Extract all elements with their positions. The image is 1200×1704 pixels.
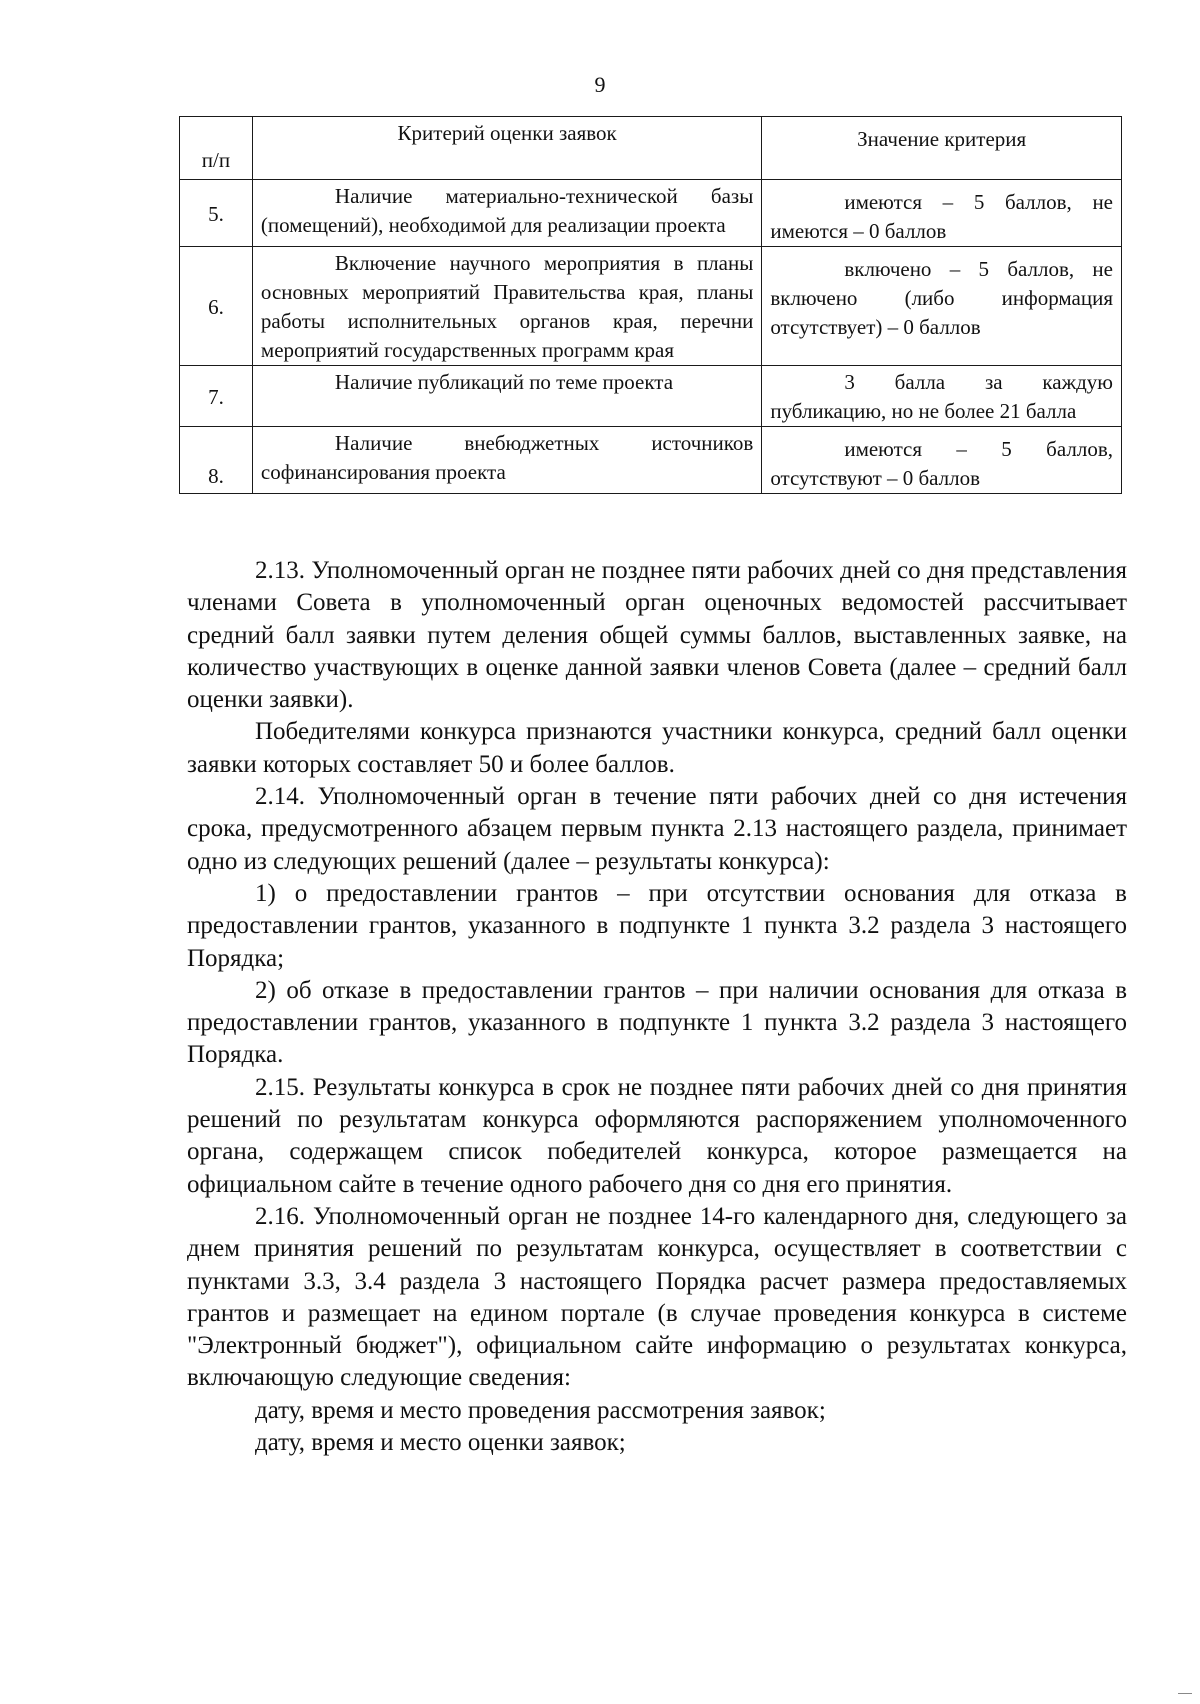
table-row <box>180 180 1122 247</box>
row-criterion: Включение научного мероприятия в планы основных мероприятий Правительства края, планы работы исполнительных органов края, перечни мероприятий государственных программ края <box>252 247 761 366</box>
row-num: 6. <box>180 247 253 366</box>
row-criterion: Наличие материально-технической базы (помещений), необходимой для реализации проекта <box>252 180 761 247</box>
table-header-row <box>180 117 1122 180</box>
criteria-table <box>179 116 1122 494</box>
row-value: 3 балла за каждую публикацию, но не более 21 балла <box>762 366 1122 427</box>
paragraph-2-13: 2.13. Уполномоченный орган не позднее пяти рабочих дней со дня представления членами Совета в уполномоченный орган оценочных ведомостей рассчитывает средний балл заявки путем деления общей суммы баллов, выставленных заявке, на количество участвующих в оценке данной заявки членов Совета (далее – средний балл оценки заявки). <box>187 557 1127 714</box>
row-num: 8. <box>180 427 253 494</box>
paragraph-decision-1: 1) о предоставлении грантов – при отсутствии основания для отказа в предоставлении грантов, указанного в подпункте 1 пункта 3.2 раздела 3 настоящего Порядка; <box>187 879 1127 972</box>
header-value: Значение критерия <box>762 117 1122 180</box>
list-item: дату, время и место оценки заявок; <box>255 1429 626 1457</box>
paragraph-winners: Победителями конкурса признаются участники конкурса, средний балл оценки заявки которых составляет 50 и более баллов. <box>187 718 1127 778</box>
table-row <box>180 247 1122 366</box>
paragraph-2-15: 2.15. Результаты конкурса в срок не позднее пяти рабочих дней со дня принятия решений по результатам конкурса оформляются распоряжением уполномоченного органа, содержащем список победителей конкурса, которое размещается на официальном сайте в течение одного рабочего дня со дня его принятия. <box>187 1073 1127 1198</box>
row-criterion: Наличие внебюджетных источников софинансирования проекта <box>252 427 761 494</box>
row-num: 5. <box>180 180 253 247</box>
row-value: имеются – 5 баллов, отсутствуют – 0 баллов <box>762 427 1122 494</box>
header-criterion: Критерий оценки заявок <box>252 117 761 180</box>
document-body <box>187 555 1127 1459</box>
list-item: дату, время и место проведения рассмотрения заявок; <box>255 1396 826 1424</box>
row-value: включено – 5 баллов, не включено (либо информация отсутствует) – 0 баллов <box>762 247 1122 366</box>
edge-mark <box>1178 1693 1192 1694</box>
table-row <box>180 427 1122 494</box>
row-num: 7. <box>180 366 253 427</box>
paragraph-decision-2: 2) об отказе в предоставлении грантов – при наличии основания для отказа в предоставлении грантов, указанного в подпункте 1 пункта 3.2 раздела 3 настоящего Порядка. <box>187 976 1127 1069</box>
row-value: имеются – 5 баллов, не имеются – 0 баллов <box>762 180 1122 247</box>
table-row <box>180 366 1122 427</box>
row-criterion: Наличие публикаций по теме проекта <box>252 366 761 427</box>
page-number: 9 <box>594 72 606 97</box>
header-num: п/п <box>180 117 253 180</box>
paragraph-2-16: 2.16. Уполномоченный орган не позднее 14-го календарного дня, следующего за днем принятия решений по результатам конкурса, осуществляет в соответствии с пунктами 3.3, 3.4 раздела 3 настоящего Порядка расчет размера предоставляемых грантов и размещает на едином портале (в случае проведения конкурса в системе "Электронный бюджет"), официальном сайте информацию о результатах конкурса, включающую следующие сведения: <box>187 1202 1127 1392</box>
paragraph-2-14: 2.14. Уполномоченный орган в течение пяти рабочих дней со дня истечения срока, предусмотренного абзацем первым пункта 2.13 настоящего раздела, принимает одно из следующих решений (далее – результаты конкурса): <box>187 783 1127 875</box>
